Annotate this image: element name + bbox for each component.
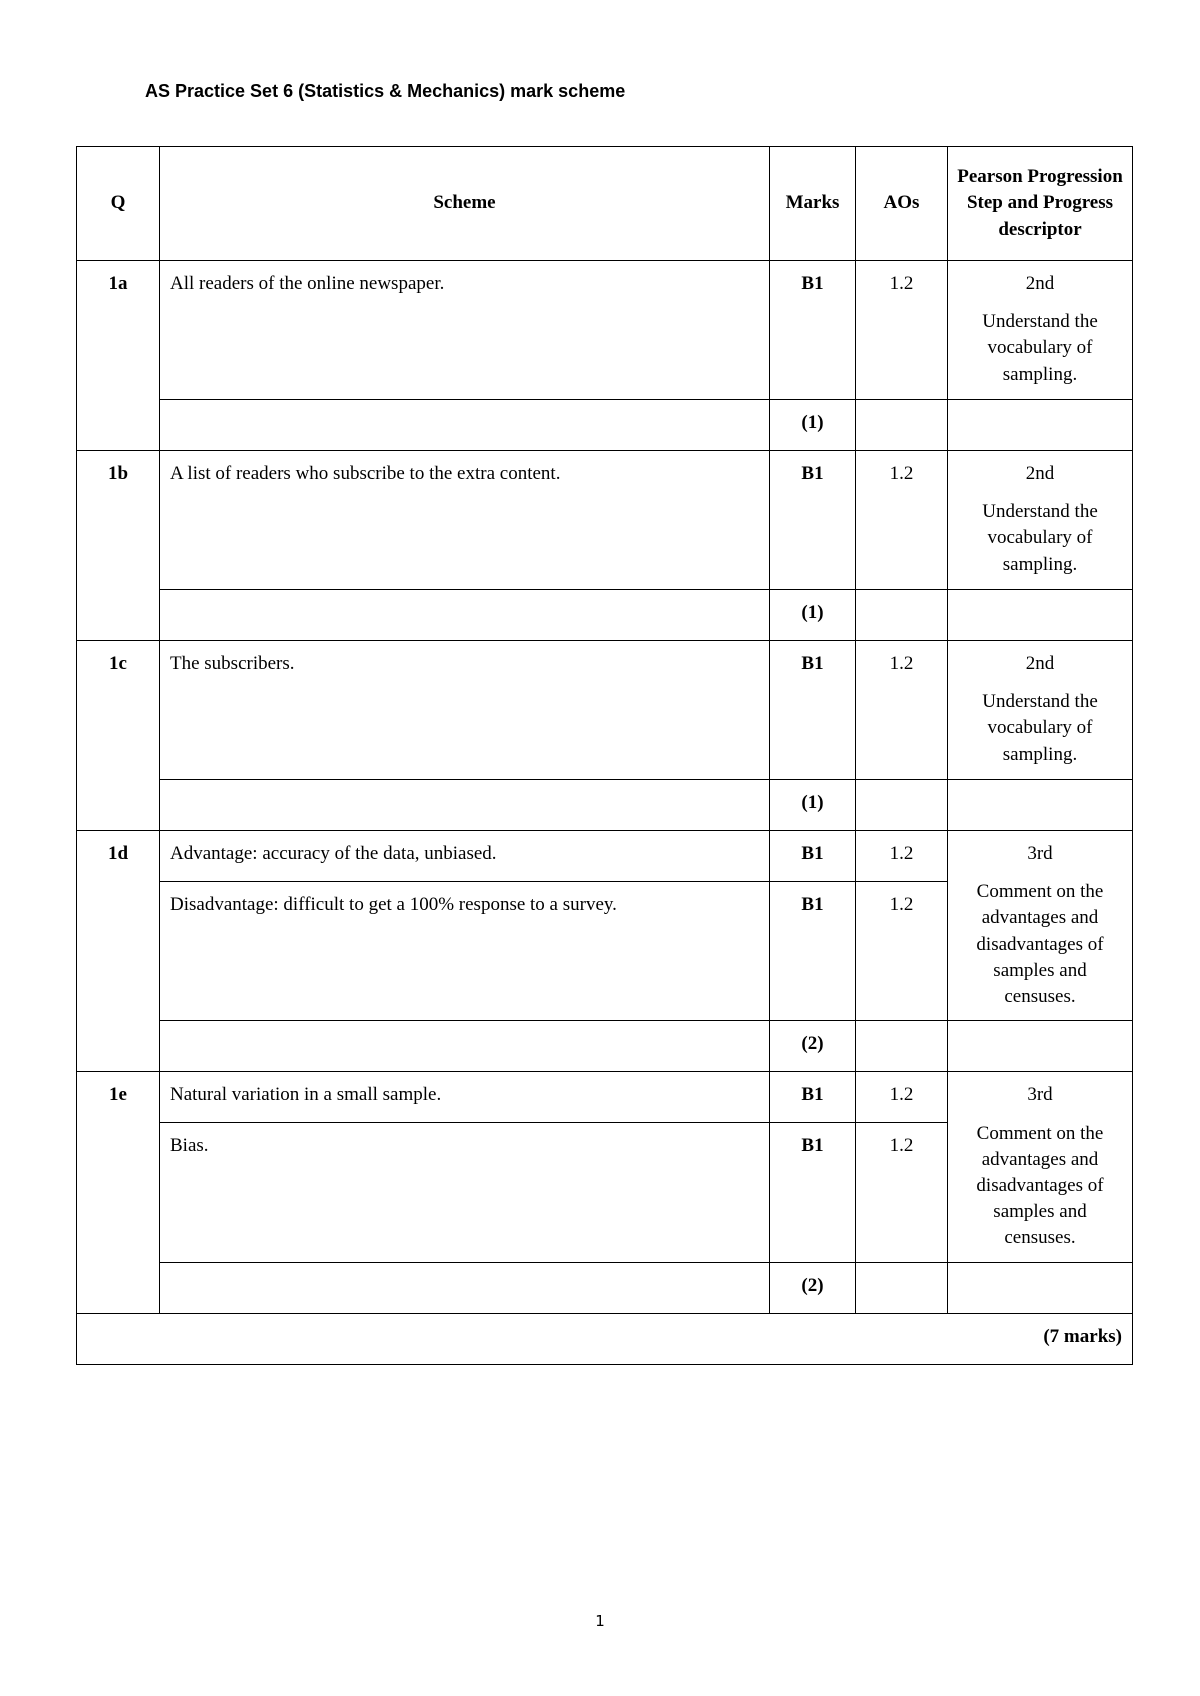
ao-cell: 1.2 (856, 1072, 948, 1123)
progress-descriptor: Comment on the advantages and disadvantages of samples and censuses. (976, 1122, 1104, 1249)
document-title: AS Practice Set 6 (Statistics & Mechanics) mark scheme (145, 81, 626, 101)
subtotal-row (77, 1021, 1133, 1072)
ao-cell: 1.2 (856, 261, 948, 400)
ao-cell-empty (856, 400, 948, 451)
ao-cell: 1.2 (856, 831, 948, 882)
table-row (77, 831, 1133, 882)
descriptor-cell (948, 1072, 1133, 1262)
question-number: 1c (77, 641, 160, 831)
header-q: Q (77, 147, 160, 261)
question-number: 1e (77, 1072, 160, 1313)
mark-cell: B1 (770, 261, 856, 400)
progression-step: 2nd (1025, 273, 1055, 294)
descriptor-cell (948, 831, 1133, 1021)
scheme-cell: All readers of the online newspaper. (160, 261, 770, 400)
descriptor-cell (948, 261, 1133, 400)
ao-cell-empty (856, 590, 948, 641)
scheme-cell-empty (160, 400, 770, 451)
table-row (77, 261, 1133, 400)
scheme-cell: Bias. (160, 1123, 770, 1262)
subtotal-row (77, 590, 1133, 641)
scheme-cell: The subscribers. (160, 641, 770, 780)
progress-descriptor: Understand the vocabulary of sampling. (982, 311, 1098, 385)
scheme-cell: Disadvantage: difficult to get a 100% response to a survey. (160, 882, 770, 1021)
descriptor-cell-empty (948, 590, 1133, 641)
progression-step: 2nd (1025, 653, 1055, 674)
total-marks: (7 marks) (77, 1313, 1133, 1364)
scheme-cell: Natural variation in a small sample. (160, 1072, 770, 1123)
mark-cell: B1 (770, 1123, 856, 1262)
subtotal-marks: (2) (770, 1262, 856, 1313)
mark-scheme-table (76, 146, 1133, 1365)
descriptor-cell-empty (948, 1021, 1133, 1072)
subtotal-row (77, 400, 1133, 451)
table-row (77, 451, 1133, 590)
subtotal-row (77, 780, 1133, 831)
scheme-cell-empty (160, 590, 770, 641)
table-row (77, 1072, 1133, 1123)
question-number: 1d (77, 831, 160, 1072)
descriptor-cell (948, 451, 1133, 590)
scheme-cell: A list of readers who subscribe to the extra content. (160, 451, 770, 590)
progression-step: 3rd (1027, 843, 1053, 864)
ao-cell: 1.2 (856, 882, 948, 1021)
ao-cell: 1.2 (856, 1123, 948, 1262)
descriptor-cell (948, 641, 1133, 780)
descriptor-cell-empty (948, 400, 1133, 451)
descriptor-cell-empty (948, 780, 1133, 831)
question-number: 1a (77, 261, 160, 451)
mark-cell: B1 (770, 451, 856, 590)
mark-cell: B1 (770, 1072, 856, 1123)
mark-cell: B1 (770, 882, 856, 1021)
mark-cell: B1 (770, 641, 856, 780)
header-scheme: Scheme (160, 147, 770, 261)
header-marks: Marks (770, 147, 856, 261)
table-row (77, 641, 1133, 780)
ao-cell-empty (856, 780, 948, 831)
progression-step: 3rd (1027, 1084, 1053, 1106)
scheme-cell-empty (160, 1021, 770, 1072)
subtotal-marks: (1) (770, 590, 856, 641)
subtotal-row (77, 1262, 1133, 1313)
descriptor-cell-empty (948, 1262, 1133, 1313)
total-row (77, 1313, 1133, 1364)
ao-cell-empty (856, 1262, 948, 1313)
page-number: 1 (595, 1612, 605, 1630)
scheme-cell: Advantage: accuracy of the data, unbiased. (160, 831, 770, 882)
progress-descriptor: Understand the vocabulary of sampling. (982, 691, 1098, 765)
scheme-cell-empty (160, 1262, 770, 1313)
header-descriptor: Pearson Progression Step and Progress descriptor (948, 147, 1133, 261)
progression-step: 2nd (1025, 463, 1055, 484)
ao-cell: 1.2 (856, 641, 948, 780)
question-number: 1b (77, 451, 160, 641)
ao-cell-empty (856, 1021, 948, 1072)
header-row (77, 147, 1133, 261)
header-aos: AOs (856, 147, 948, 261)
scheme-cell-empty (160, 780, 770, 831)
subtotal-marks: (2) (770, 1021, 856, 1072)
progress-descriptor: Understand the vocabulary of sampling. (982, 501, 1098, 575)
progress-descriptor: Comment on the advantages and disadvantages of samples and censuses. (976, 881, 1104, 1008)
subtotal-marks: (1) (770, 780, 856, 831)
subtotal-marks: (1) (770, 400, 856, 451)
ao-cell: 1.2 (856, 451, 948, 590)
mark-cell: B1 (770, 831, 856, 882)
